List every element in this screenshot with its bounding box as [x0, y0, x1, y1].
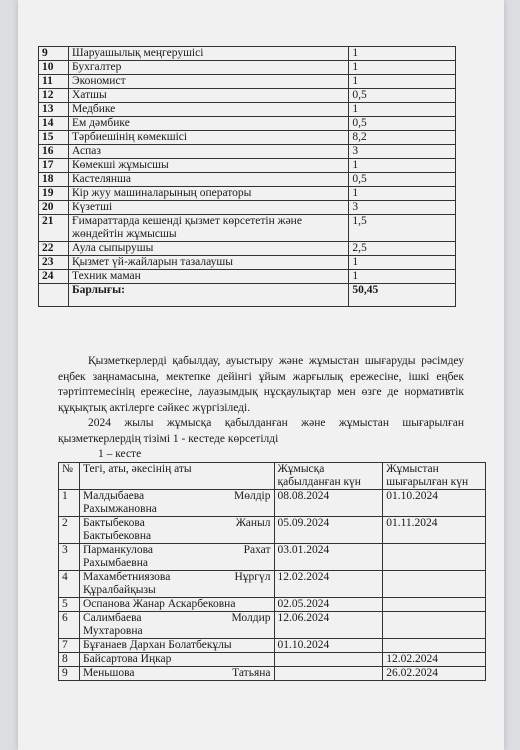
- table-row: [59, 544, 486, 571]
- position-name: Шаруашылық меңгерушісі: [69, 47, 349, 61]
- employee-patronymic: Рахымбаевна: [82, 557, 148, 569]
- table-row: [39, 270, 456, 284]
- employee-patronymic: Құралбайқызы: [82, 584, 156, 596]
- row-number: 22: [39, 242, 69, 256]
- row-number: 16: [39, 145, 69, 159]
- hired-date: 12.06.2024: [274, 612, 383, 639]
- table-row: [39, 117, 456, 131]
- table-row: [39, 75, 456, 89]
- table-row: [39, 89, 456, 103]
- hired-date: [274, 667, 383, 681]
- table-row: [39, 242, 456, 256]
- employee-firstname: Молдир: [231, 612, 271, 624]
- position-name: Қызмет үй-жайларын тазалаушы: [69, 256, 349, 270]
- employee-name: [79, 571, 274, 598]
- row-number: 17: [39, 159, 69, 173]
- paragraph-2: 2024 жылы жұмысқа қабылданған және жұмыстан шығарылған қызметкерлердің тізімі 1 - кестеде көрсетілді: [58, 417, 464, 445]
- hired-date: [274, 653, 383, 667]
- staff-units: 1: [349, 61, 456, 75]
- staff-units: 3: [349, 145, 456, 159]
- position-name: Кастелянша: [69, 173, 349, 187]
- employee-name: [79, 667, 274, 681]
- table-row: [59, 667, 486, 681]
- employee-name: [79, 517, 274, 544]
- dismissed-date: 12.02.2024: [383, 653, 486, 667]
- employee-surname: Малдыбаева: [82, 490, 145, 502]
- row-number: 2: [59, 517, 80, 544]
- table-row: [39, 159, 456, 173]
- staff-units: 2,5: [349, 242, 456, 256]
- header-dismissed: Жұмыстан шығарылған күн: [383, 463, 486, 490]
- employee-firstname: Жаныл: [235, 517, 271, 529]
- employee-patronymic: Бактыбековна: [82, 530, 152, 542]
- employee-firstname: Нұргүл: [234, 571, 271, 583]
- hired-date: 12.02.2024: [274, 571, 383, 598]
- employee-name: [79, 639, 274, 653]
- row-number: 11: [39, 75, 69, 89]
- position-name: Хатшы: [69, 89, 349, 103]
- hired-date: 05.09.2024: [274, 517, 383, 544]
- position-name: Күзетші: [69, 201, 349, 215]
- staff-units: 3: [349, 201, 456, 215]
- employee-name: [79, 598, 274, 612]
- dismissed-date: [383, 544, 486, 571]
- total-value: 50,45: [349, 284, 456, 307]
- row-number: 13: [39, 103, 69, 117]
- staff-units: 8,2: [349, 131, 456, 145]
- dismissed-date: 01.10.2024: [383, 490, 486, 517]
- employee-surname: Махамбетниязова: [82, 571, 171, 583]
- staff-units: 1: [349, 187, 456, 201]
- staff-units: 0,5: [349, 89, 456, 103]
- row-number: 1: [59, 490, 80, 517]
- total-empty-cell: [39, 284, 69, 307]
- employee-surname: Бактыбекова: [82, 517, 145, 529]
- table-row: [39, 256, 456, 270]
- row-number: 23: [39, 256, 69, 270]
- dismissed-date: [383, 598, 486, 612]
- position-name: Бухгалтер: [69, 61, 349, 75]
- row-number: 14: [39, 117, 69, 131]
- dismissed-date: 01.11.2024: [383, 517, 486, 544]
- table-row: [59, 612, 486, 639]
- row-number: 20: [39, 201, 69, 215]
- position-name: Кір жуу машиналарының операторы: [69, 187, 349, 201]
- table-row: [59, 653, 486, 667]
- row-number: 8: [59, 653, 80, 667]
- table-row: [39, 187, 456, 201]
- table-row: [59, 639, 486, 653]
- table-row: [39, 47, 456, 61]
- row-number: 15: [39, 131, 69, 145]
- employee-fullname: Оспанова Жанар Аскарбековна: [82, 598, 236, 610]
- dismissed-date: 26.02.2024: [383, 667, 486, 681]
- employee-name: [79, 653, 274, 667]
- row-number: 24: [39, 270, 69, 284]
- employee-patronymic: Рахымжановна: [82, 503, 157, 515]
- employee-surname: Парманкулова: [82, 544, 153, 556]
- hired-date: 03.01.2024: [274, 544, 383, 571]
- dismissed-date: [383, 639, 486, 653]
- staff-units: 1: [349, 256, 456, 270]
- table-row: [39, 131, 456, 145]
- table-row: [59, 598, 486, 612]
- hired-date: 08.08.2024: [274, 490, 383, 517]
- hired-date: 02.05.2024: [274, 598, 383, 612]
- employee-firstname: Рахат: [243, 544, 271, 556]
- position-name: Медбике: [69, 103, 349, 117]
- total-label: Барлығы:: [69, 284, 349, 307]
- row-number: 3: [59, 544, 80, 571]
- employee-firstname: Мөлдір: [233, 490, 271, 502]
- staff-units: 1: [349, 75, 456, 89]
- employee-name: [79, 612, 274, 639]
- table-row: [59, 517, 486, 544]
- staff-units: 1: [349, 270, 456, 284]
- table-row: [39, 201, 456, 215]
- paragraph-1: Қызметкерлерді қабылдау, ауыстыру және жұмыстан шығаруды рәсімдеу еңбек заңнамасына, мектепке дейінгі ұйым жарғылық ережесіне, ішкі еңбек тәртіптемесінің ережесіне, лауазымдық нұсқаулықтар мен өзге де нормативтік құқықтық актілерге сәйкес жүргізіледі.: [58, 355, 464, 414]
- dismissed-date: [383, 571, 486, 598]
- row-number: 10: [39, 61, 69, 75]
- employee-surname: Салимбаева: [82, 612, 142, 624]
- staff-units: 0,5: [349, 117, 456, 131]
- employee-name: [79, 544, 274, 571]
- total-row: [39, 284, 456, 307]
- staff-units: 0,5: [349, 173, 456, 187]
- position-name: Аула сыпырушы: [69, 242, 349, 256]
- table-row: [39, 145, 456, 159]
- hire-table-header: [59, 463, 486, 490]
- staff-units: 1,5: [349, 215, 456, 242]
- row-number: 5: [59, 598, 80, 612]
- position-name: Экономист: [69, 75, 349, 89]
- employee-surname: Меньшова: [82, 667, 135, 679]
- staff-units: 1: [349, 159, 456, 173]
- position-name: Ем дәмбике: [69, 117, 349, 131]
- staff-units: 1: [349, 47, 456, 61]
- position-name: Аспаз: [69, 145, 349, 159]
- dismissed-date: [383, 612, 486, 639]
- row-number: 9: [39, 47, 69, 61]
- position-name: Техник маман: [69, 270, 349, 284]
- position-name: Көмекші жұмысшы: [69, 159, 349, 173]
- row-number: 4: [59, 571, 80, 598]
- table-row: [39, 215, 456, 242]
- table-row: [59, 571, 486, 598]
- position-name: Тәрбиешінің көмекшісі: [69, 131, 349, 145]
- staff-table: [38, 46, 456, 307]
- row-number: 9: [59, 667, 80, 681]
- hired-date: 01.10.2024: [274, 639, 383, 653]
- row-number: 19: [39, 187, 69, 201]
- table-row: [39, 61, 456, 75]
- employee-name: [79, 490, 274, 517]
- table-row: [59, 490, 486, 517]
- row-number: 12: [39, 89, 69, 103]
- row-number: 18: [39, 173, 69, 187]
- employee-fullname: Бұғанаев Дархан Болатбекұлы: [82, 639, 232, 651]
- employee-patronymic: Мухтаровна: [82, 625, 143, 637]
- table-caption: 1 – кесте: [98, 448, 142, 460]
- staff-units: 1: [349, 103, 456, 117]
- employee-firstname: Татьяна: [232, 667, 271, 679]
- employee-fullname: Байсартова Иңкар: [82, 653, 172, 665]
- header-hired: Жұмысқа қабылданған күн: [274, 463, 383, 490]
- table-row: [39, 103, 456, 117]
- row-number: 21: [39, 215, 69, 242]
- position-name: Ғимараттарда кешенді қызмет көрсететін және жөндейтін жұмысшы: [69, 215, 349, 242]
- row-number: 7: [59, 639, 80, 653]
- hire-table: [58, 462, 486, 681]
- row-number: 6: [59, 612, 80, 639]
- table-row: [39, 173, 456, 187]
- header-name: Тегі, аты, әкесінің аты: [79, 463, 274, 490]
- header-no: №: [59, 463, 80, 490]
